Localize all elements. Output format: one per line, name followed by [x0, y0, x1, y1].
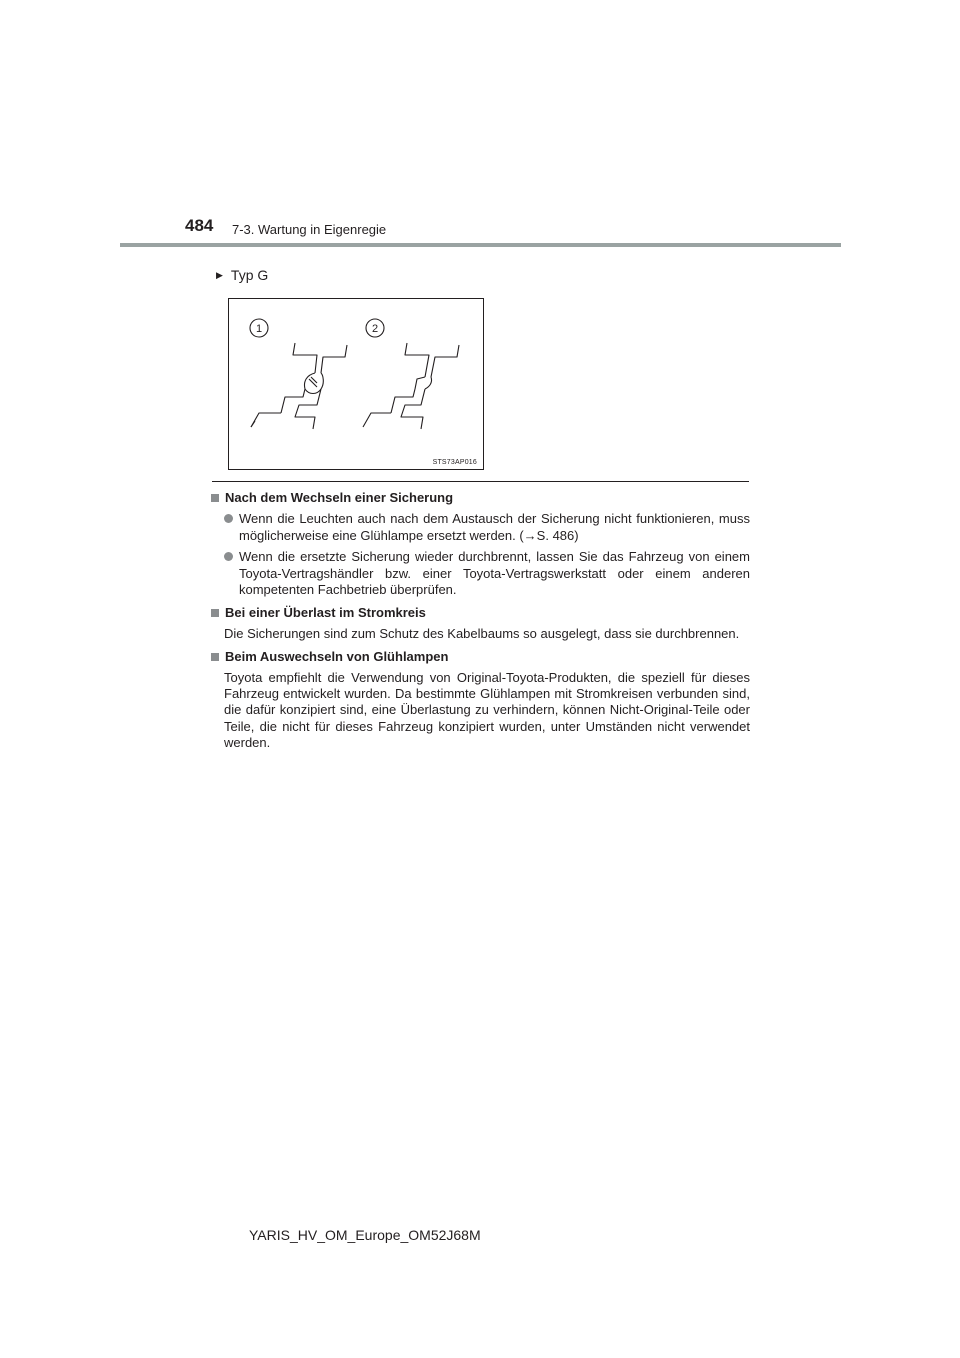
image-code: STS73AP016: [432, 459, 477, 466]
section-heading: [210, 605, 750, 621]
page-number: 484: [185, 216, 214, 235]
header-divider: [120, 243, 841, 247]
section-text: Die Sicherungen sind zum Schutz des Kabelbaums so ausgelegt, dass sie durchbrennen.: [224, 625, 740, 641]
section-title: 7-3. Wartung in Eigenregie: [232, 222, 387, 237]
square-bullet-icon: [211, 653, 219, 661]
list-item: [210, 511, 750, 544]
footer-manual-code: YARIS_HV_OM_Europe_OM52J68M: [249, 1227, 481, 1243]
square-bullet-icon: [211, 609, 219, 617]
bullet-text: Wenn die Leuchten auch nach dem Austausch der Sicherung nicht funktionieren, muss möglicherweise eine Glühlampe ersetzt werden. (→S. 486): [239, 511, 750, 543]
section-text: Toyota empfiehlt die Verwendung von Original-Toyota-Produkten, die speziell für dieses Fahrzeug entwickelt wurden. Da bestimmte Glühlampen mit Stromkreisen verbunden sind, die dafür konzipiert sind, eine Überlastung zu verhindern, können Nicht-Original-Teile oder Teile, die nicht für dieses Fahrzeug konzipiert wurden, unter Umständen nicht verwendet werden.: [224, 669, 750, 751]
section-bulb-replacement: [210, 649, 750, 751]
circle-bullet-icon: [224, 514, 233, 523]
figure-type-label: [216, 267, 268, 283]
square-bullet-icon: [211, 494, 219, 502]
blown-fuse-drawing: [251, 343, 347, 429]
list-item: [210, 549, 750, 598]
section-divider: [212, 481, 749, 482]
section-heading: [210, 490, 750, 506]
fuse-illustration: [228, 298, 484, 470]
content: [210, 490, 750, 759]
heading-text: Nach dem Wechseln einer Sicherung: [225, 490, 454, 505]
callout-2: 2: [371, 323, 379, 335]
section-overload: [210, 605, 750, 642]
section-fuse-replaced: [210, 490, 750, 598]
callout-1: 1: [255, 323, 263, 335]
section-heading: [210, 649, 750, 665]
heading-text: Beim Auswechseln von Glühlampen: [225, 649, 449, 665]
heading-text: Bei einer Überlast im Stromkreis: [225, 605, 426, 621]
triangle-arrow-icon: ▶: [216, 269, 223, 280]
circle-bullet-icon: [224, 552, 233, 561]
bullet-text: Wenn die ersetzte Sicherung wieder durchbrennt, lassen Sie das Fahrzeug von einem Toyota-Vertragshändler bzw. einer Toyota-Vertragswerkstatt oder einem anderen kompetenten Fachbetrieb überprüfen.: [239, 549, 750, 598]
fuse-drawing: [229, 299, 483, 469]
intact-fuse-drawing: [363, 343, 459, 429]
type-label-text: Typ G: [230, 267, 269, 283]
